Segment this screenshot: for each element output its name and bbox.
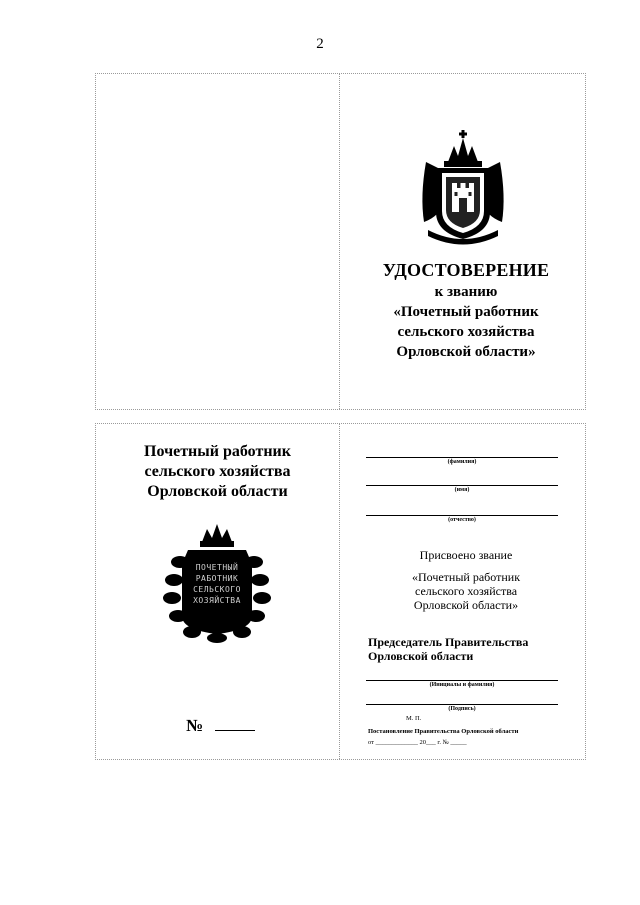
badge-line: СЕЛЬСКОГО: [193, 585, 241, 594]
patronymic-caption: (отчество): [448, 517, 476, 523]
honor-badge-text: [162, 562, 272, 606]
certificate-number: [186, 716, 255, 736]
badge-line: ПОЧЕТНЫЙ: [195, 563, 239, 572]
awarded-label: Присвоено звание: [419, 548, 513, 562]
badge-line: РАБОТНИК: [195, 574, 239, 583]
name-line: [366, 485, 558, 486]
initials-caption: (Инициалы и фамилия): [429, 682, 495, 688]
certificate-cover-spread: [95, 73, 586, 410]
chairman-label: Председатель Правительства: [368, 635, 529, 649]
fold-line: [339, 424, 340, 759]
rank-line: Орловской области»: [396, 344, 536, 360]
badge-line: ХОЗЯЙСТВА: [193, 596, 241, 605]
number-blank: [215, 716, 255, 731]
honor-title-line: Орловской области: [147, 483, 288, 500]
decree-date: от _____________ 20___ г. № _____: [368, 739, 467, 746]
surname-caption: (фамилия): [447, 459, 477, 465]
coat-of-arms-icon: [418, 126, 508, 246]
chairman-label: Орловской области: [368, 649, 474, 663]
name-caption: (имя): [454, 487, 470, 493]
rank-line: сельского хозяйства: [414, 584, 518, 598]
seal-mark: М. П.: [406, 715, 422, 722]
honor-title: [96, 442, 339, 502]
honor-title-line: сельского хозяйства: [144, 463, 291, 480]
number-label: №: [186, 716, 204, 735]
page-number: 2: [316, 36, 324, 52]
certificate-title: УДОСТОВЕРЕНИЕ: [382, 260, 550, 280]
rank-line: Орловской области»: [413, 598, 519, 612]
fold-line: [339, 74, 340, 409]
signature-caption: (Подпись): [448, 706, 476, 712]
signature-line: [366, 704, 558, 705]
rank-line: сельского хозяйства: [397, 324, 535, 340]
surname-line: [366, 457, 558, 458]
certificate-subtitle: к званию: [434, 284, 498, 300]
honor-title-line: Почетный работник: [144, 443, 291, 460]
rank-line: «Почетный работник: [393, 304, 539, 320]
rank-line: «Почетный работник: [411, 570, 521, 584]
patronymic-line: [366, 515, 558, 516]
initials-line: [366, 680, 558, 681]
decree-label: Постановление Правительства Орловской области: [368, 728, 519, 735]
certificate-inner-spread: [95, 423, 586, 760]
